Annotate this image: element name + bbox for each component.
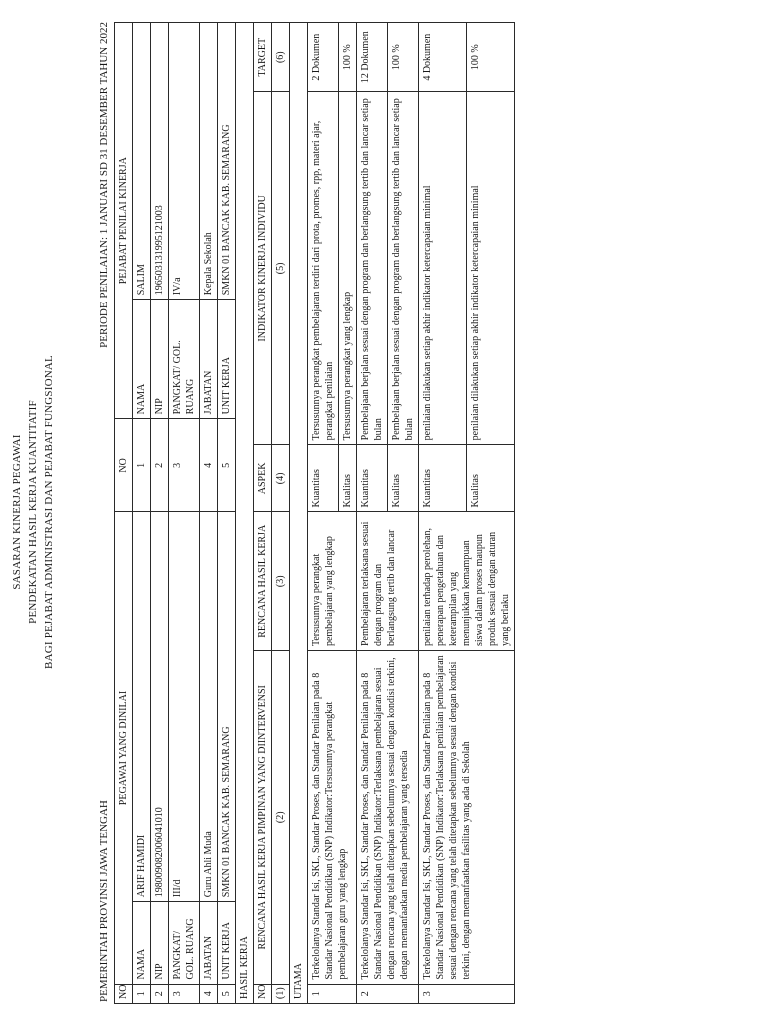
pimpinan-cell: Terkelolanya Standar Isi, SKL, Standar Proses, dan Standar Penilaian pada 8 Standar Nasional Pendidikan (SNP) Indikator:Terlaksana penilaian pembelajaran sesuai dengan rencana yang telah ditetapkan sebelumnya sesuai dengan kondisi terkini, dengan memanfaatkan fasilitas yang ada di Sekolah (419, 651, 515, 984)
column-number-row (272, 23, 290, 1004)
table-row (357, 23, 388, 1004)
target-cell: 4 Dokumen (419, 23, 467, 92)
aspek-cell: Kualitas (339, 445, 357, 512)
identity-no-2: 3 (169, 419, 200, 512)
identity-header-row (115, 23, 133, 1004)
penilai-header: PEJABAT PENILAI KINERJA (115, 23, 133, 419)
document-sheet (0, 4, 768, 1020)
identity-no: 4 (200, 984, 218, 1003)
col-aspek: ASPEK (254, 445, 272, 512)
identity-label: JABATAN (200, 902, 218, 984)
col-indikator: INDIKATOR KINERJA INDIVIDU (254, 92, 272, 445)
aspek-cell: Kualitas (388, 445, 419, 512)
target-cell: 12 Dokumen (357, 23, 388, 92)
table-row (419, 23, 467, 1004)
col-number: (4) (272, 445, 290, 512)
identity-no: 3 (169, 984, 200, 1003)
no-header-2: NO (115, 419, 133, 512)
identity-label: UNIT KERJA (218, 902, 236, 984)
identity-value: 198009082006041010 (151, 512, 169, 902)
col-number: (6) (272, 23, 290, 92)
aspek-cell: Kuantitas (419, 445, 467, 512)
identity-row (169, 23, 200, 1004)
doc-subtitle-2: BAGI PEJABAT ADMINISTRASI DAN PEJABAT FUNGSIONAL (43, 355, 55, 669)
skp-table (114, 22, 515, 1004)
indikator-cell: penilaian dilakukan setiap akhir indikator ketercapaian minimal (419, 92, 467, 445)
col-no: NO (254, 984, 272, 1003)
column-header-row (254, 23, 272, 1004)
section-utama: UTAMA (290, 23, 308, 1004)
row-no: 2 (357, 984, 419, 1003)
identity-value-2: SMKN 01 BANCAK KAB. SEMARANG (218, 23, 236, 300)
aspek-cell: Kuantitas (308, 445, 339, 512)
doc-subtitle: PENDEKATAN HASIL KERJA KUANTITATIF (27, 400, 39, 624)
table-row (308, 23, 339, 1004)
identity-value: SMKN 01 BANCAK KAB. SEMARANG (218, 512, 236, 902)
identity-label-2: NIP (151, 300, 169, 419)
identity-value-2: SALIM (133, 23, 151, 300)
identity-label-2: UNIT KERJA (218, 300, 236, 419)
col-number: (2) (272, 651, 290, 984)
rencana-cell: Tersusunnya perangkat pembelajaran yang lengkap (308, 512, 357, 651)
indikator-cell: penilaian dilakukan setiap akhir indikator ketercapaian minimal (467, 92, 515, 445)
identity-value: ARIF HAMIDI (133, 512, 151, 902)
identity-value: Guru Ahli Muda (200, 512, 218, 902)
identity-label-2: NAMA (133, 300, 151, 419)
target-cell: 100 % (467, 23, 515, 92)
pimpinan-cell: Terkelolanya Standar Isi, SKL, Standar Proses, dan Standar Penilaian pada 8 Standar Nasional Pendidikan (SNP) Indikator:Tersusunnya perangkat pembelajaran guru yang lengkap (308, 651, 357, 984)
col-pimpinan: RENCANA HASIL KERJA PIMPINAN YANG DIINTERVENSI (254, 651, 272, 984)
identity-no: 5 (218, 984, 236, 1003)
indikator-cell: Tersusunnya perangkat pembelajaran terdiri dari prota, promes, rpp, materi ajar, perangkat penilaian (308, 92, 339, 445)
period-label: PERIODE PENILAIAN: 1 JANUARI SD 31 DESEMBER TAHUN 2022 (98, 22, 110, 348)
pegawai-header: PEGAWAI YANG DINILAI (115, 512, 133, 984)
identity-row (133, 23, 151, 1004)
row-no: 1 (308, 984, 357, 1003)
col-rencana: RENCANA HASIL KERJA (254, 512, 272, 651)
col-target: TARGET (254, 23, 272, 92)
identity-no-2: 1 (133, 419, 151, 512)
rencana-cell: penilaian terhadap perolehan, penerapan pengetahuan dan keterampilan yang menunjukkan kemampuan siswa dalam proses maupun produk sesuai dengan aturan yang berlaku (419, 512, 515, 651)
indikator-cell: Tersusunnya perangkat yang lengkap (339, 92, 357, 445)
hasil-kerja-title-row (236, 23, 254, 1004)
identity-no-2: 2 (151, 419, 169, 512)
identity-label: PANGKAT/ GOL. RUANG (169, 902, 200, 984)
government-label: PEMERINTAH PROVINSI JAWA TENGAH (98, 800, 110, 1002)
identity-label: NIP (151, 902, 169, 984)
aspek-cell: Kualitas (467, 445, 515, 512)
rencana-cell: Pembelajaran terlaksana sesuai dengan program dan berlangsung tertib dan lancar (357, 512, 419, 651)
identity-label-2: PANGKAT/ GOL. RUANG (169, 300, 200, 419)
identity-label-2: JABATAN (200, 300, 218, 419)
identity-row (200, 23, 218, 1004)
col-number: (1) (272, 984, 290, 1003)
col-number: (3) (272, 512, 290, 651)
identity-value-2: IV/a (169, 23, 200, 300)
hasil-kerja-title: HASIL KERJA (236, 23, 254, 1004)
aspek-cell: Kuantitas (357, 445, 388, 512)
identity-no-2: 4 (200, 419, 218, 512)
section-row (290, 23, 308, 1004)
target-cell: 100 % (388, 23, 419, 92)
indikator-cell: Pembelajaan berjalan sesuai dengan program dan berlangsung tertib dan lancar setiap bulan (357, 92, 388, 445)
col-number: (5) (272, 92, 290, 445)
row-no: 3 (419, 984, 515, 1003)
identity-no: 1 (133, 984, 151, 1003)
target-cell: 100 % (339, 23, 357, 92)
identity-label: NAMA (133, 902, 151, 984)
indikator-cell: Pembelajaan berjalan sesuai dengan program dan berlangsung tertib dan lancar setiap bulan (388, 92, 419, 445)
target-cell: 2 Dokumen (308, 23, 339, 92)
identity-no: 2 (151, 984, 169, 1003)
identity-value: III/d (169, 512, 200, 902)
identity-value-2: 196503131995121003 (151, 23, 169, 300)
identity-row (218, 23, 236, 1004)
pimpinan-cell: Terkelolanya Standar Isi, SKL, Standar Proses, dan Standar Penilaian pada 8 Standar Nasional Pendidikan (SNP) Indikator:Terlaksana pembelajaran sesuai dengan rencana yang telah ditetapkan sebelumnya sesuai dengan kondisi terkini, dengan memanfaatkan media pembelajaran yang tersedia (357, 651, 419, 984)
identity-row (151, 23, 169, 1004)
identity-no-2: 5 (218, 419, 236, 512)
doc-title: SASARAN KINERJA PEGAWAI (11, 434, 23, 590)
no-header: NO (115, 984, 133, 1003)
identity-value-2: Kepala Sekolah (200, 23, 218, 300)
